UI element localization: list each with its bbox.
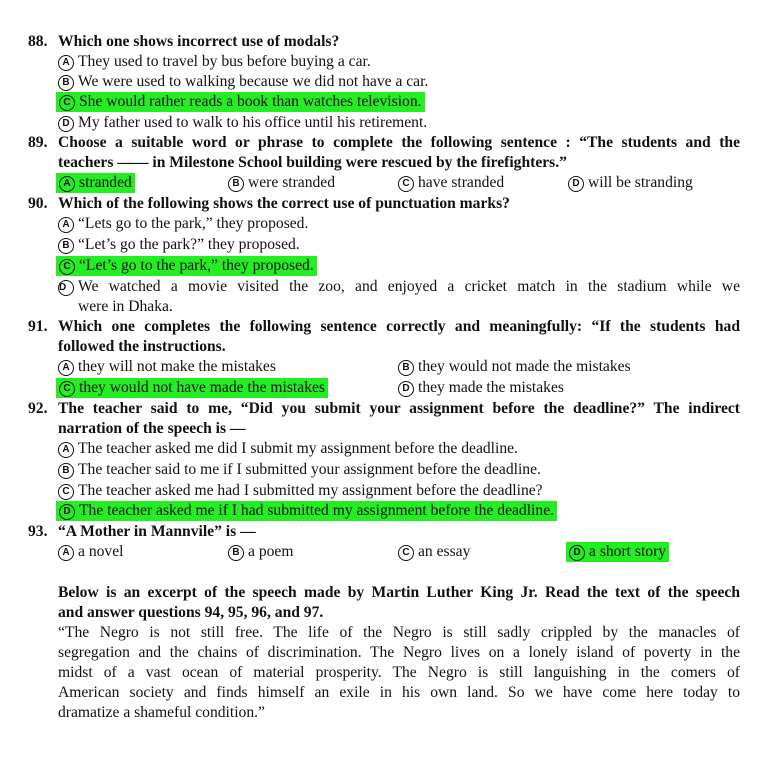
question-93 xyxy=(28,522,256,542)
q90-option-a xyxy=(58,214,308,234)
passage-intro xyxy=(58,583,740,603)
option-text: The teacher asked me if I had submitted my assignment before the deadline. xyxy=(79,502,555,519)
option-letter-badge: A xyxy=(58,360,74,376)
q93-option-b xyxy=(228,542,293,562)
option-text: “Let’s go the park?” they proposed. xyxy=(78,236,300,253)
q88-option-a xyxy=(58,52,371,72)
question-text-line2: teachers —— in Milestone School building were rescued by the firefighters.” xyxy=(58,154,567,171)
question-88 xyxy=(28,32,339,52)
q89-option-c xyxy=(398,173,504,193)
option-text: a poem xyxy=(248,543,294,560)
passage-line xyxy=(58,703,265,723)
passage-text: dramatize a shameful condition.” xyxy=(58,704,265,721)
q91-option-d xyxy=(398,378,564,398)
question-text-line1: Choose a suitable word or phrase to complete the following sentence : “The students and the xyxy=(58,134,740,151)
option-letter-badge: B xyxy=(58,238,74,254)
question-92-cont xyxy=(58,419,246,439)
q92-option-b xyxy=(58,460,541,480)
question-number: 92. xyxy=(28,400,48,417)
passage-intro-cont xyxy=(58,603,323,623)
option-text: The teacher said to me if I submitted your assignment before the deadline. xyxy=(78,461,541,478)
q88-option-b xyxy=(58,72,428,92)
option-letter-badge: A xyxy=(58,217,74,233)
option-text: She would rather reads a book than watches television. xyxy=(79,93,422,110)
question-text: “A Mother in Mannvile” is — xyxy=(58,523,256,540)
option-text: they would not have made the mistakes xyxy=(79,379,325,396)
option-letter-badge: B xyxy=(58,463,74,479)
question-number: 93. xyxy=(28,523,48,540)
q90-option-c-answer-highlight xyxy=(56,256,317,276)
question-number: 89. xyxy=(28,134,48,151)
option-letter-badge: A xyxy=(58,55,74,71)
option-text: We were used to walking because we did not have a car. xyxy=(78,73,429,90)
option-letter-badge: B xyxy=(228,545,244,561)
option-text: The teacher asked me had I submitted my assignment before the deadline? xyxy=(78,482,543,499)
q90-option-d xyxy=(58,277,740,297)
question-89-cont xyxy=(58,153,567,173)
option-text: were stranded xyxy=(248,174,336,191)
passage-text: “The Negro is not still free. The life of the Negro is still sadly crippled by the manacles of xyxy=(58,624,740,641)
question-text-line2: followed the instructions. xyxy=(58,338,226,355)
q92-option-a xyxy=(58,439,518,459)
option-text: have stranded xyxy=(418,174,505,191)
passage-line xyxy=(58,683,740,703)
question-text: Which one shows incorrect use of modals? xyxy=(58,33,340,50)
passage-line xyxy=(58,623,740,643)
option-text: stranded xyxy=(79,174,132,191)
option-letter-badge: A xyxy=(59,176,75,192)
option-letter-badge: A xyxy=(58,545,74,561)
passage-intro-line1: Below is an excerpt of the speech made by Martin Luther King Jr. Read the text of the speech xyxy=(58,584,740,601)
option-text: They used to travel by bus before buying a car. xyxy=(78,53,371,70)
question-number: 90. xyxy=(28,195,48,212)
option-text: they made the mistakes xyxy=(418,379,564,396)
option-text: an essay xyxy=(418,543,471,560)
option-text: The teacher asked me did I submit my assignment before the deadline. xyxy=(78,440,518,457)
question-text: Which of the following shows the correct use of punctuation marks? xyxy=(58,195,510,212)
q90-option-d-cont xyxy=(78,297,173,317)
q93-option-d-answer-highlight xyxy=(566,542,669,562)
q88-option-d xyxy=(58,113,427,133)
q93-option-c xyxy=(398,542,470,562)
option-text: they would not made the mistakes xyxy=(418,358,631,375)
q91-option-c-answer-highlight xyxy=(56,378,328,398)
option-text: My father used to walk to his office until his retirement. xyxy=(78,114,428,131)
option-letter-badge: D xyxy=(568,176,584,192)
question-number: 88. xyxy=(28,33,48,50)
option-letter-badge: D xyxy=(58,280,74,296)
option-text: a novel xyxy=(78,543,124,560)
option-letter-badge: D xyxy=(569,545,585,561)
question-89 xyxy=(28,133,740,153)
option-letter-badge: D xyxy=(59,504,75,520)
q89-option-b xyxy=(228,173,335,193)
passage-text: midst of a vast ocean of material prosperity. The Negro is still languishing in the comers of xyxy=(58,664,740,681)
passage-intro-line2: and answer questions 94, 95, 96, and 97. xyxy=(58,604,324,621)
option-text: “Let’s go to the park,” they proposed. xyxy=(79,257,314,274)
option-letter-badge: C xyxy=(398,545,414,561)
option-letter-badge: B xyxy=(228,176,244,192)
option-letter-badge: C xyxy=(59,381,75,397)
option-text: a short story xyxy=(589,543,667,560)
question-91-cont xyxy=(58,337,226,357)
passage-text: segregation and the chains of discrimination. The Negro lives on a lonely island of poverty in the xyxy=(58,644,740,661)
question-91 xyxy=(28,317,740,337)
option-letter-badge: B xyxy=(398,360,414,376)
passage-line xyxy=(58,643,740,663)
passage-line xyxy=(58,663,740,683)
question-number: 91. xyxy=(28,318,48,335)
q92-option-c xyxy=(58,481,543,501)
q90-option-b xyxy=(58,235,300,255)
q89-option-d xyxy=(568,173,693,193)
q91-option-a xyxy=(58,357,276,377)
question-text-line1: The teacher said to me, “Did you submit your assignment before the deadline?” The indirect xyxy=(58,400,740,417)
question-text-line1: Which one completes the following sentence correctly and meaningfully: “If the students had xyxy=(58,318,740,335)
option-letter-badge: D xyxy=(58,116,74,132)
option-text: they will not make the mistakes xyxy=(78,358,276,375)
option-letter-badge: B xyxy=(58,75,74,91)
option-letter-badge: A xyxy=(58,442,74,458)
option-text: “Lets go to the park,” they proposed. xyxy=(78,215,309,232)
option-text-line2: were in Dhaka. xyxy=(78,298,173,315)
option-letter-badge: C xyxy=(59,259,75,275)
passage-text: American society and finds himself an exile in his own land. So we have come here today to xyxy=(58,684,740,701)
q92-option-d-answer-highlight xyxy=(56,501,557,521)
q91-option-b xyxy=(398,357,631,377)
question-92 xyxy=(28,399,740,419)
option-letter-badge: C xyxy=(58,484,74,500)
q93-option-a xyxy=(58,542,123,562)
q88-option-c-answer-highlight xyxy=(56,92,425,112)
q89-option-a-answer-highlight xyxy=(56,173,135,193)
option-letter-badge: C xyxy=(59,95,75,111)
option-letter-badge: C xyxy=(398,176,414,192)
option-text-line1: We watched a movie visited the zoo, and enjoyed a cricket match in the stadium while we xyxy=(78,278,740,295)
option-text: will be stranding xyxy=(588,174,693,191)
option-letter-badge: D xyxy=(398,381,414,397)
question-text-line2: narration of the speech is — xyxy=(58,420,246,437)
question-90 xyxy=(28,194,510,214)
